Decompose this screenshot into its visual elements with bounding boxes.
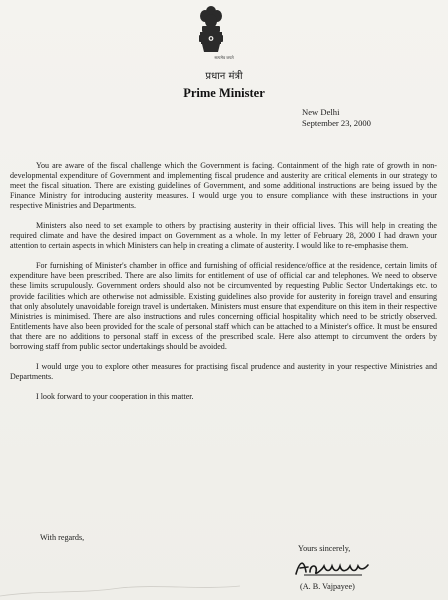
letter-body <box>10 161 437 412</box>
paragraph: For furnishing of Minister's chamber in office and furnishing of official residence/office at the residence, certain limits of expenditure have been prescribed. There are also limits for entitlement of use of official car and telephones. We need to observe these limits scrupulously. Government orders should also not be circumvented by requesting Public Sector Undertakings etc. to provide facilities which are otherwise not admissible. Existing guidelines also provide for austerity in foreign travel and ensuring that only absolutely unavoidable foreign travel is undertaken. Ministers must ensure that expenditure on this item in their respective Ministries is minimised. There are also instructions and rules concerning official hospitality which need to be strictly observed. Entitlements have also been provided for the scale of personal staff which can be attached to a Minister's office. It must be ensured that there are no additions to personal staff in excess of the prescribed scale. Here also attempt to circumvent the orders by borrowing staff from public sector undertakings should be avoided. <box>10 261 437 351</box>
paragraph: I look forward to your cooperation in this matter. <box>36 391 194 401</box>
city: New Delhi <box>302 107 340 117</box>
regards-line: With regards, <box>40 533 85 542</box>
signer-name: (A. B. Vajpayee) <box>300 582 355 591</box>
letter-date: September 23, 2000 <box>302 118 371 128</box>
paragraph: Ministers also need to set example to others by practising austerity in their official lives. This will help in creating the required climate and have the desired impact on Government as a whole. In my letter of February 28, 2000 I had drawn your attention to certain aspects in which Ministers can help in creating a climate of austerity. I would like to re-emphasise them. <box>10 221 437 251</box>
national-emblem-icon <box>196 4 226 56</box>
paper-crease <box>0 560 240 600</box>
paragraph: You are aware of the fiscal challenge which the Government is facing. Containment of the high rate of growth in non-developmental expenditure of Government and implementing fiscal prudence and austerity are critical elements in our strategy to meet the fiscal situation. There are existing guidelines of Government, and some additional instructions are being issued by the Finance Ministry for introducing austerity measures. I would urge you to ensure compliance with these instructions in your respective Ministries and Departments. <box>10 161 437 211</box>
paragraph: I would urge you to explore other measures for practising fiscal prudence and austerity in your respective Ministries and Departments. <box>10 361 437 381</box>
handwritten-signature <box>292 556 372 578</box>
emblem-motto: सत्यमेव जयते <box>214 55 234 60</box>
place-and-date <box>302 107 371 129</box>
office-title: Prime Minister <box>183 86 265 100</box>
closing-line: Yours sincerely, <box>298 544 351 553</box>
office-title-hindi: प्रधान मंत्री <box>205 71 243 82</box>
